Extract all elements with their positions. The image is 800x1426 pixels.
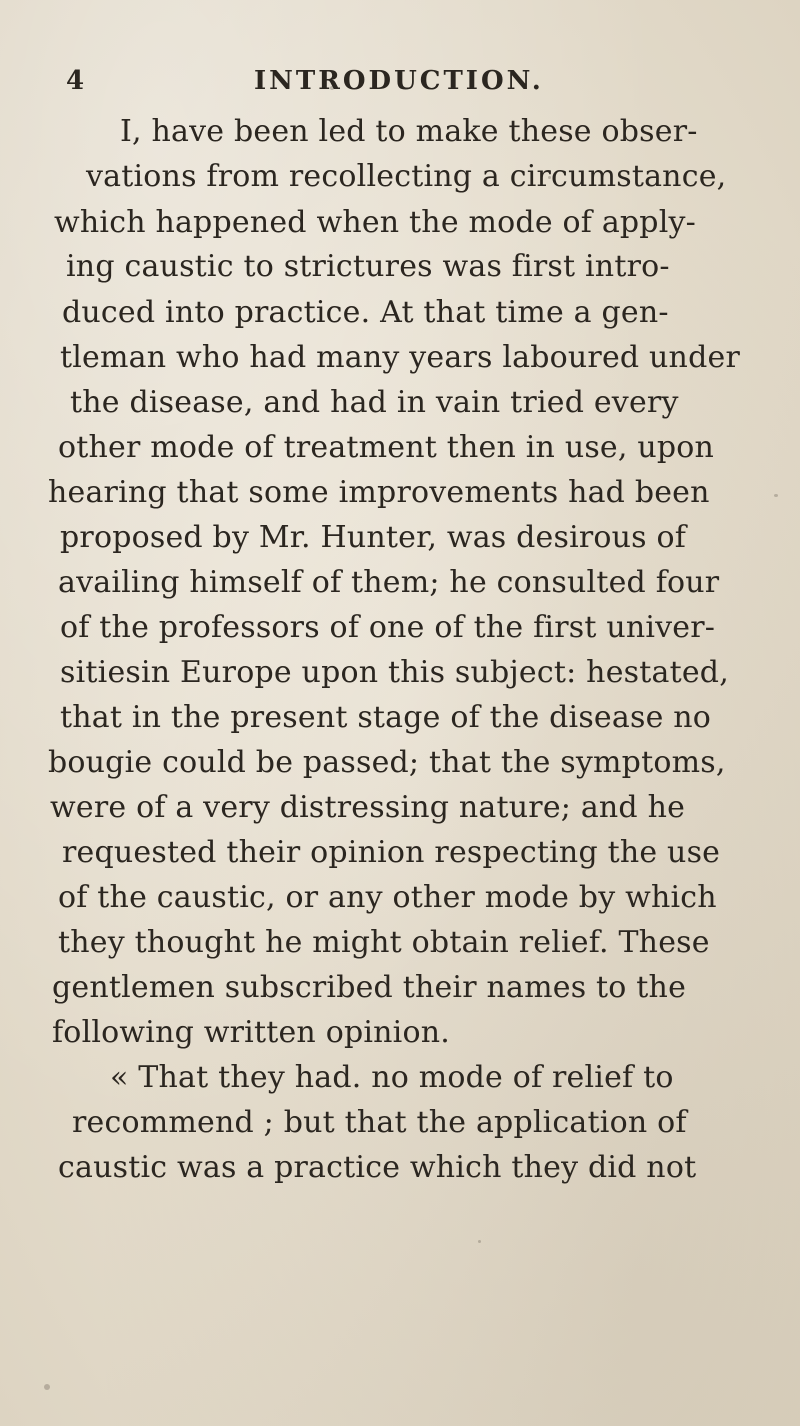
text-line: caustic was a practice which they did not xyxy=(58,1150,697,1185)
text-line: bougie could be passed; that the symptoms, xyxy=(48,745,726,780)
paper-speck xyxy=(478,1240,481,1243)
text-line: gentlemen subscribed their names to the xyxy=(52,970,687,1005)
text-line: they thought he might obtain relief. These xyxy=(58,925,710,960)
text-line: tleman who had many years laboured under xyxy=(60,340,740,375)
page-number: 4 xyxy=(66,66,86,96)
text-line: which happened when the mode of apply- xyxy=(54,205,696,240)
paper-speck xyxy=(44,1384,50,1390)
text-line: I, have been led to make these obser- xyxy=(120,114,698,149)
text-line: other mode of treatment then in use, upon xyxy=(58,430,715,465)
text-line: of the professors of one of the first univer- xyxy=(60,610,716,645)
text-line: requested their opinion respecting the use xyxy=(62,835,721,870)
text-line: « That they had. no mode of relief to xyxy=(110,1060,674,1095)
text-line: following written opinion. xyxy=(52,1015,450,1050)
text-line: availing himself of them; he consulted four xyxy=(58,565,720,600)
text-line: sitiesin Europe upon this subject: hestated, xyxy=(60,655,729,690)
page-header xyxy=(0,66,800,106)
running-head: INTRODUCTION. xyxy=(254,66,544,96)
text-line: the disease, and had in vain tried every xyxy=(70,385,679,420)
text-line: hearing that some improvements had been xyxy=(48,475,710,510)
text-line: that in the present stage of the disease no xyxy=(60,700,712,735)
text-line: duced into practice. At that time a gen- xyxy=(62,295,669,330)
text-line: ing caustic to strictures was first intro- xyxy=(66,249,670,284)
text-line: of the caustic, or any other mode by which xyxy=(58,880,717,915)
text-line: vations from recollecting a circumstance, xyxy=(86,159,727,194)
text-line: were of a very distressing nature; and he xyxy=(50,790,686,825)
paper-speck xyxy=(774,494,778,497)
text-line: proposed by Mr. Hunter, was desirous of xyxy=(60,520,687,555)
text-line: recommend ; but that the application of xyxy=(72,1105,687,1140)
